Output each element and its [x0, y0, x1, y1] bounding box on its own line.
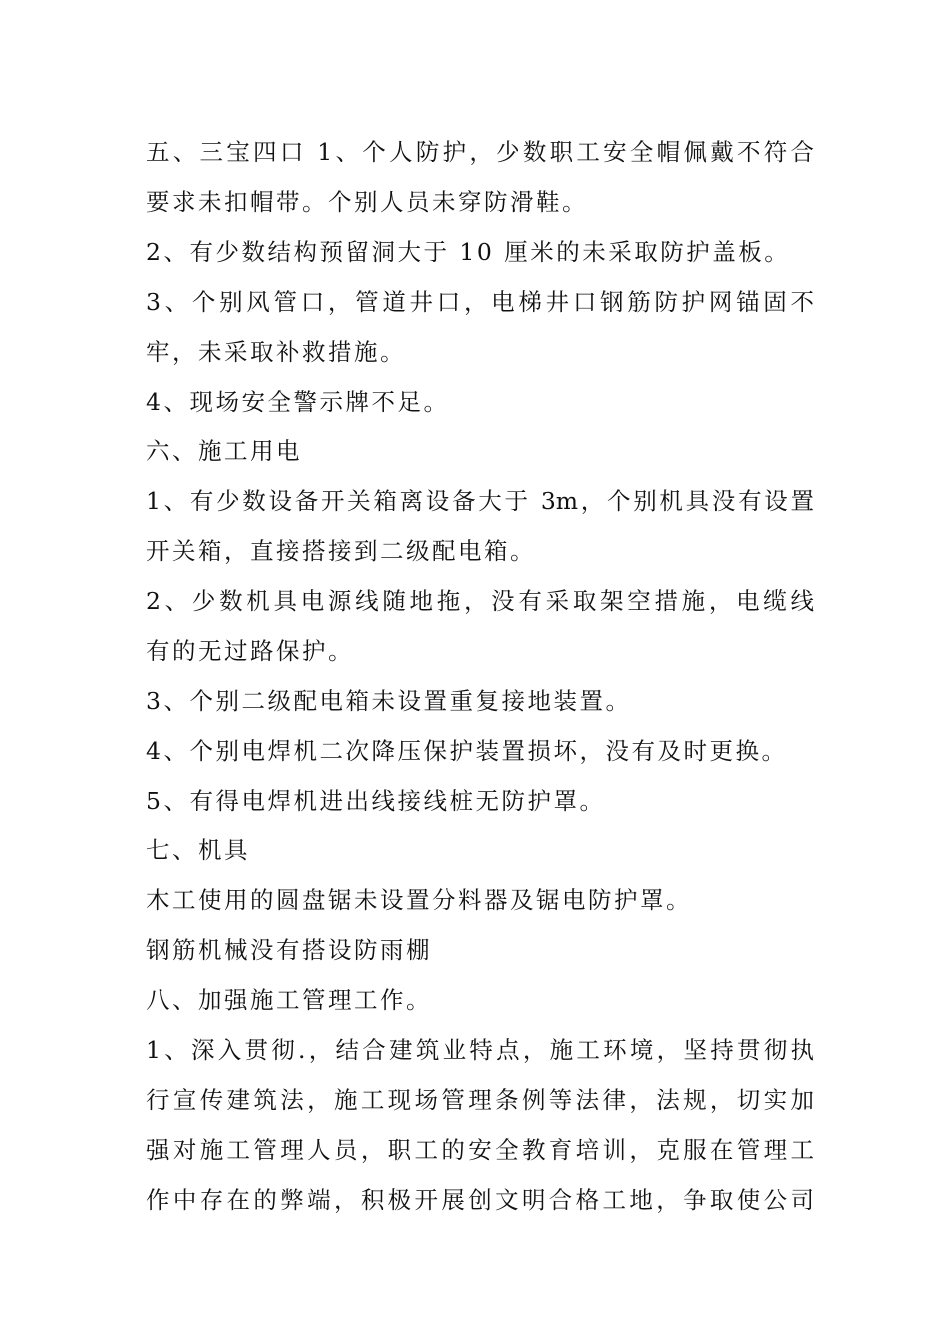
text-line: 3、个别二级配电箱未设置重复接地装置。 — [146, 687, 632, 715]
text-line: 1、深入贯彻.，结合建筑业特点，施工环境，坚持贯彻执 — [146, 1036, 814, 1064]
text-line: 2、少数机具电源线随地拖，没有采取架空措施，电缆线 — [146, 587, 814, 615]
text-line: 4、个别电焊机二次降压保护装置损坏，没有及时更换。 — [146, 737, 788, 765]
text-line: 木工使用的圆盘锯未设置分料器及锯电防护罩。 — [146, 886, 692, 914]
text-line: 行宣传建筑法，施工现场管理条例等法律，法规，切实加 — [146, 1086, 814, 1114]
text-line: 钢筋机械没有搭设防雨棚 — [146, 936, 432, 964]
text-line: 强对施工管理人员，职工的安全教育培训，克服在管理工 — [146, 1136, 814, 1164]
section-heading: 七、机具 — [146, 836, 250, 864]
text-line: 2、有少数结构预留洞大于 10 厘米的未采取防护盖板。 — [146, 238, 791, 266]
section-heading: 六、施工用电 — [146, 437, 302, 465]
text-line: 牢，未采取补救措施。 — [146, 338, 406, 366]
text-line: 五、三宝四口 1、个人防护，少数职工安全帽佩戴不符合 — [146, 138, 814, 166]
text-line: 5、有得电焊机进出线接线桩无防护罩。 — [146, 787, 606, 815]
text-line: 要求未扣帽带。个别人员未穿防滑鞋。 — [146, 188, 588, 216]
text-line: 1、有少数设备开关箱离设备大于 3m，个别机具没有设置 — [146, 487, 814, 515]
text-line: 有的无过路保护。 — [146, 637, 354, 665]
section-heading: 八、加强施工管理工作。 — [146, 986, 432, 1014]
text-line: 开关箱，直接搭接到二级配电箱。 — [146, 537, 536, 565]
text-line: 4、现场安全警示牌不足。 — [146, 388, 450, 416]
text-line: 作中存在的弊端，积极开展创文明合格工地，争取使公司 — [146, 1186, 814, 1214]
text-line: 3、个别风管口，管道井口，电梯井口钢筋防护网锚固不 — [146, 288, 814, 316]
